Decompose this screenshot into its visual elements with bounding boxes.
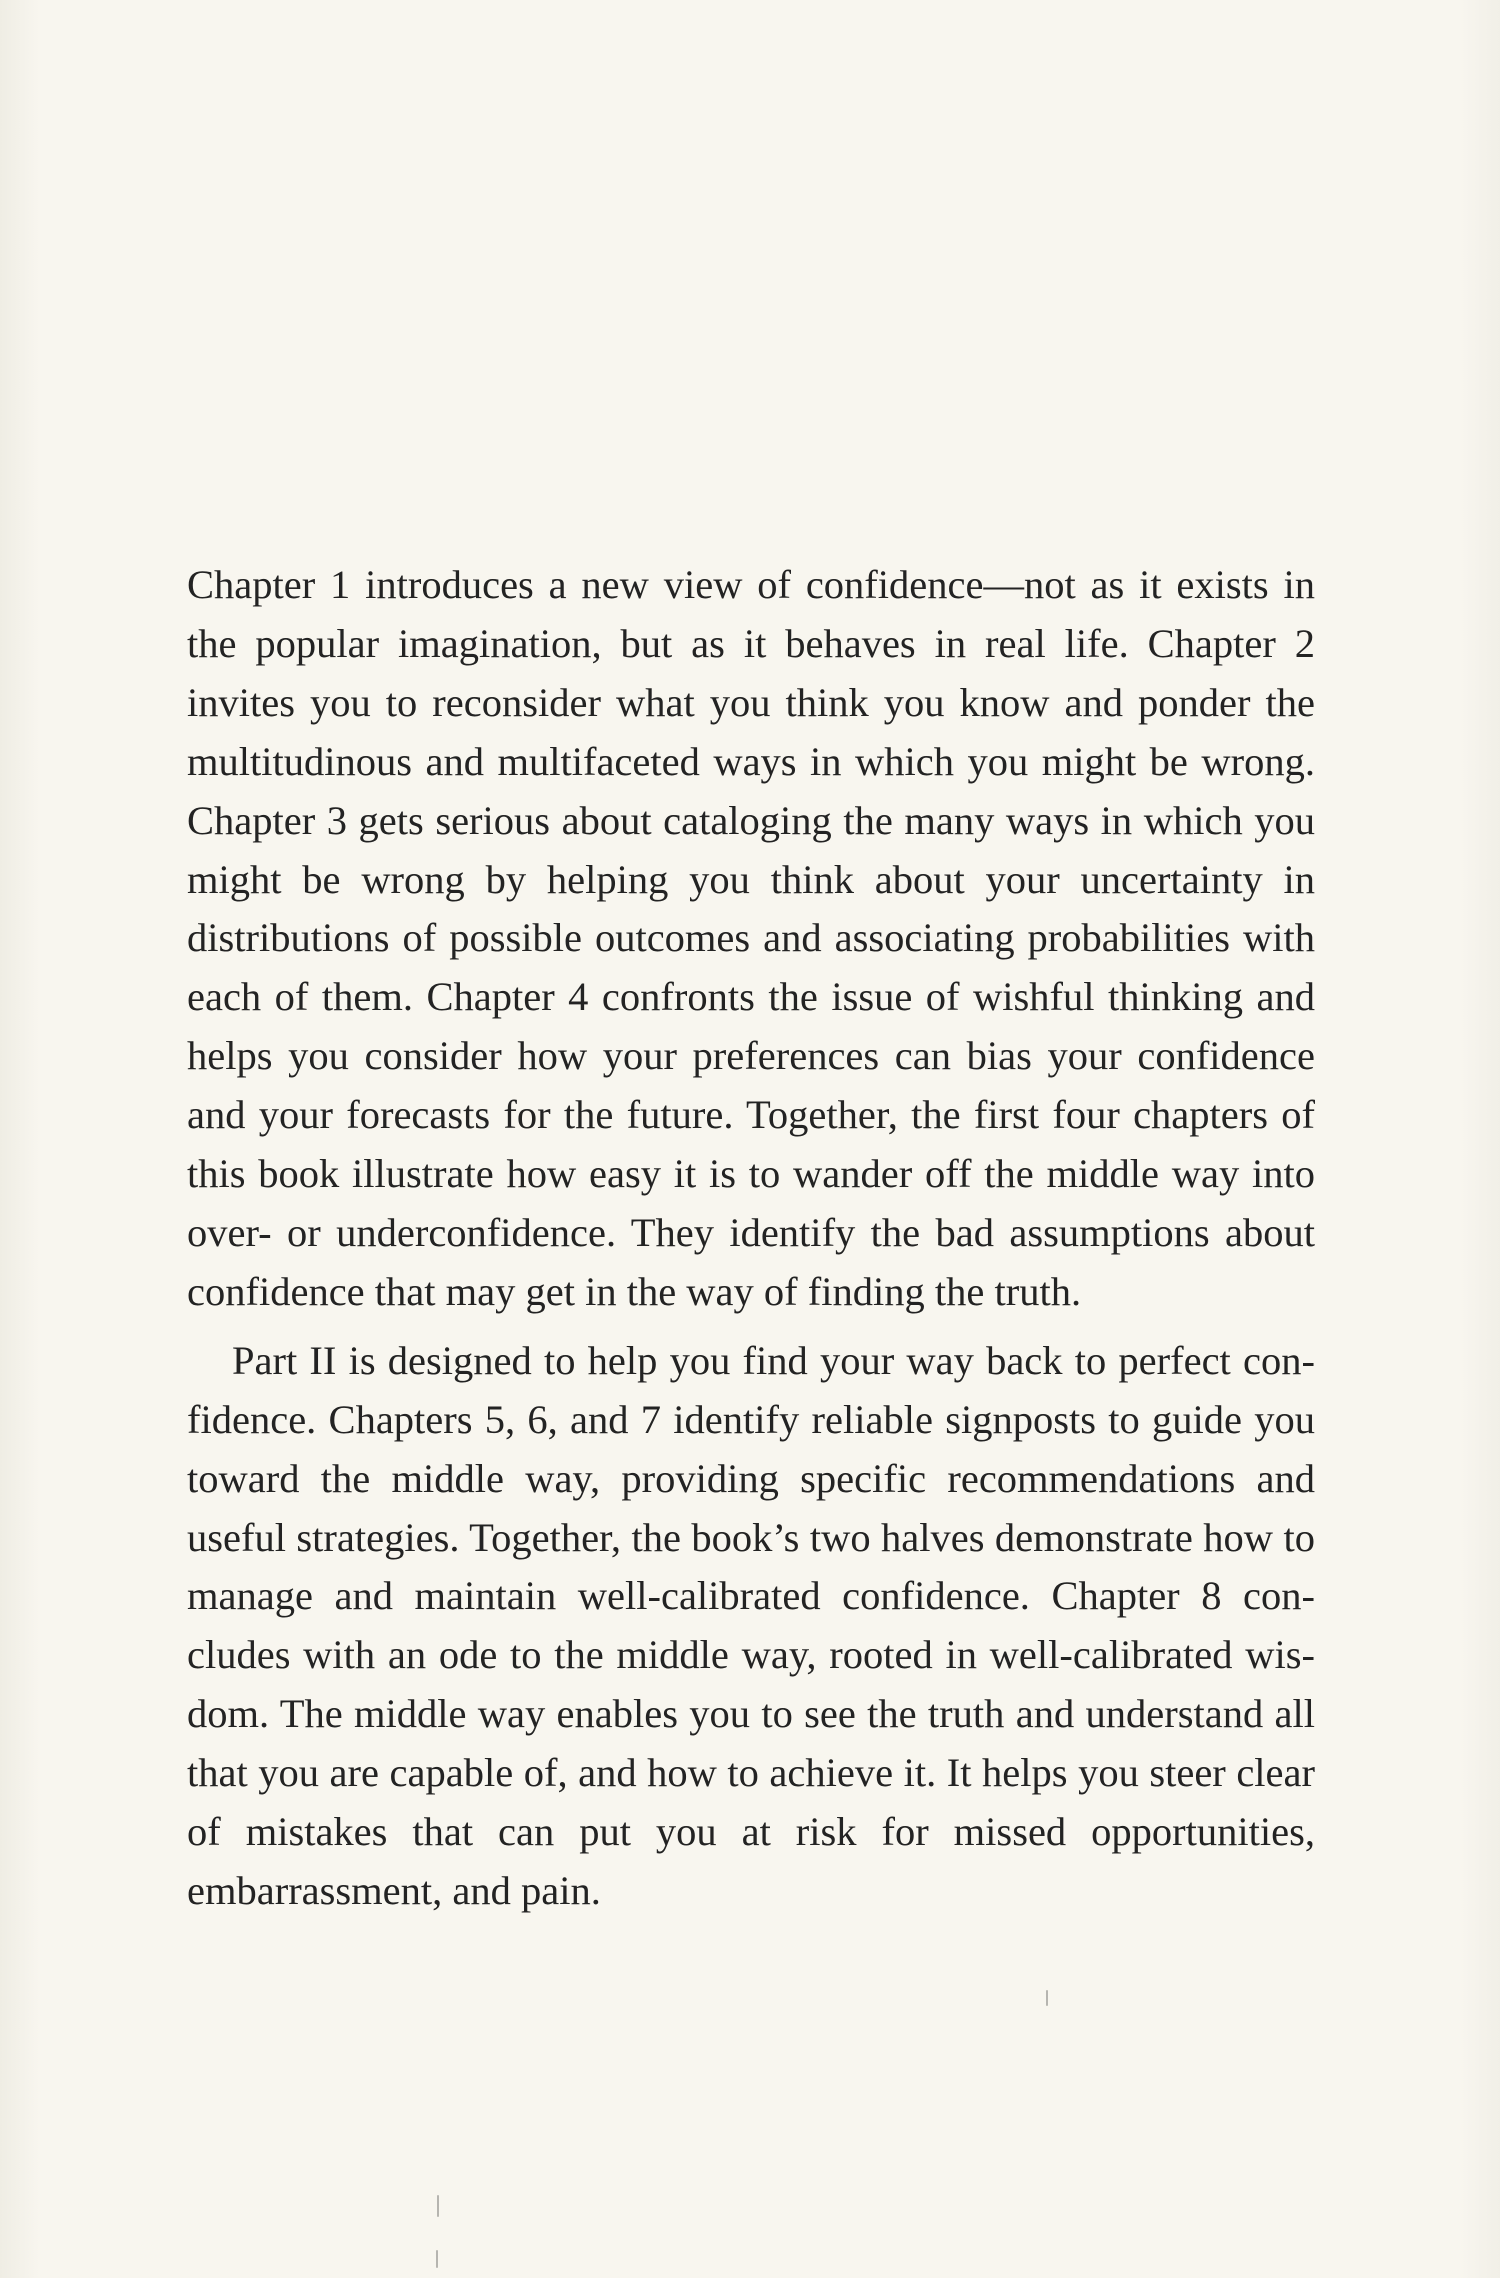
scan-speck <box>436 2250 438 2268</box>
paragraph-part-two-overview: Part II is designed to help you find your way back to perfect confidence. Chapters 5, 6, and 7 identify reliable signposts to guide you toward the middle way, providing specific recommendations and useful strategies. Together, the book’s two halves demonstrate how to manage and maintain well-calibrated confidence. Chapter 8 concludes with an ode to the middle way, rooted in well-calibrated wisdom. The middle way enables you to see the truth and understand all that you are capable of, and how to achieve it. It helps you steer clear of mistakes that can put you at risk for missed opportunities, embarrassment, and pain. <box>187 1337 1315 1913</box>
scan-speck <box>1046 1990 1048 2006</box>
paragraph-chapters-overview: Chapter 1 introduces a new view of confidence—not as it exists in the popular imagination, but as it behaves in real life. Chapter 2 invites you to reconsider what you think you know and ponder the multitudinous and multifaceted ways in which you might be wrong. Chapter 3 gets serious about cataloging the many ways in which you might be wrong by helping you think about your uncertainty in distributions of possible outcomes and associating probabilities with each of them. Chapter 4 confronts the issue of wishful thinking and helps you consider how your preferences can bias your confidence and your forecasts for the future. Together, the first four chapters of this book illustrate how easy it is to wander off the middle way into over- or underconfidence. They identify the bad assumptions about confidence that may get in the way of finding the truth. <box>187 562 1315 1314</box>
body-text <box>187 556 1315 1921</box>
scan-speck <box>437 2195 439 2217</box>
